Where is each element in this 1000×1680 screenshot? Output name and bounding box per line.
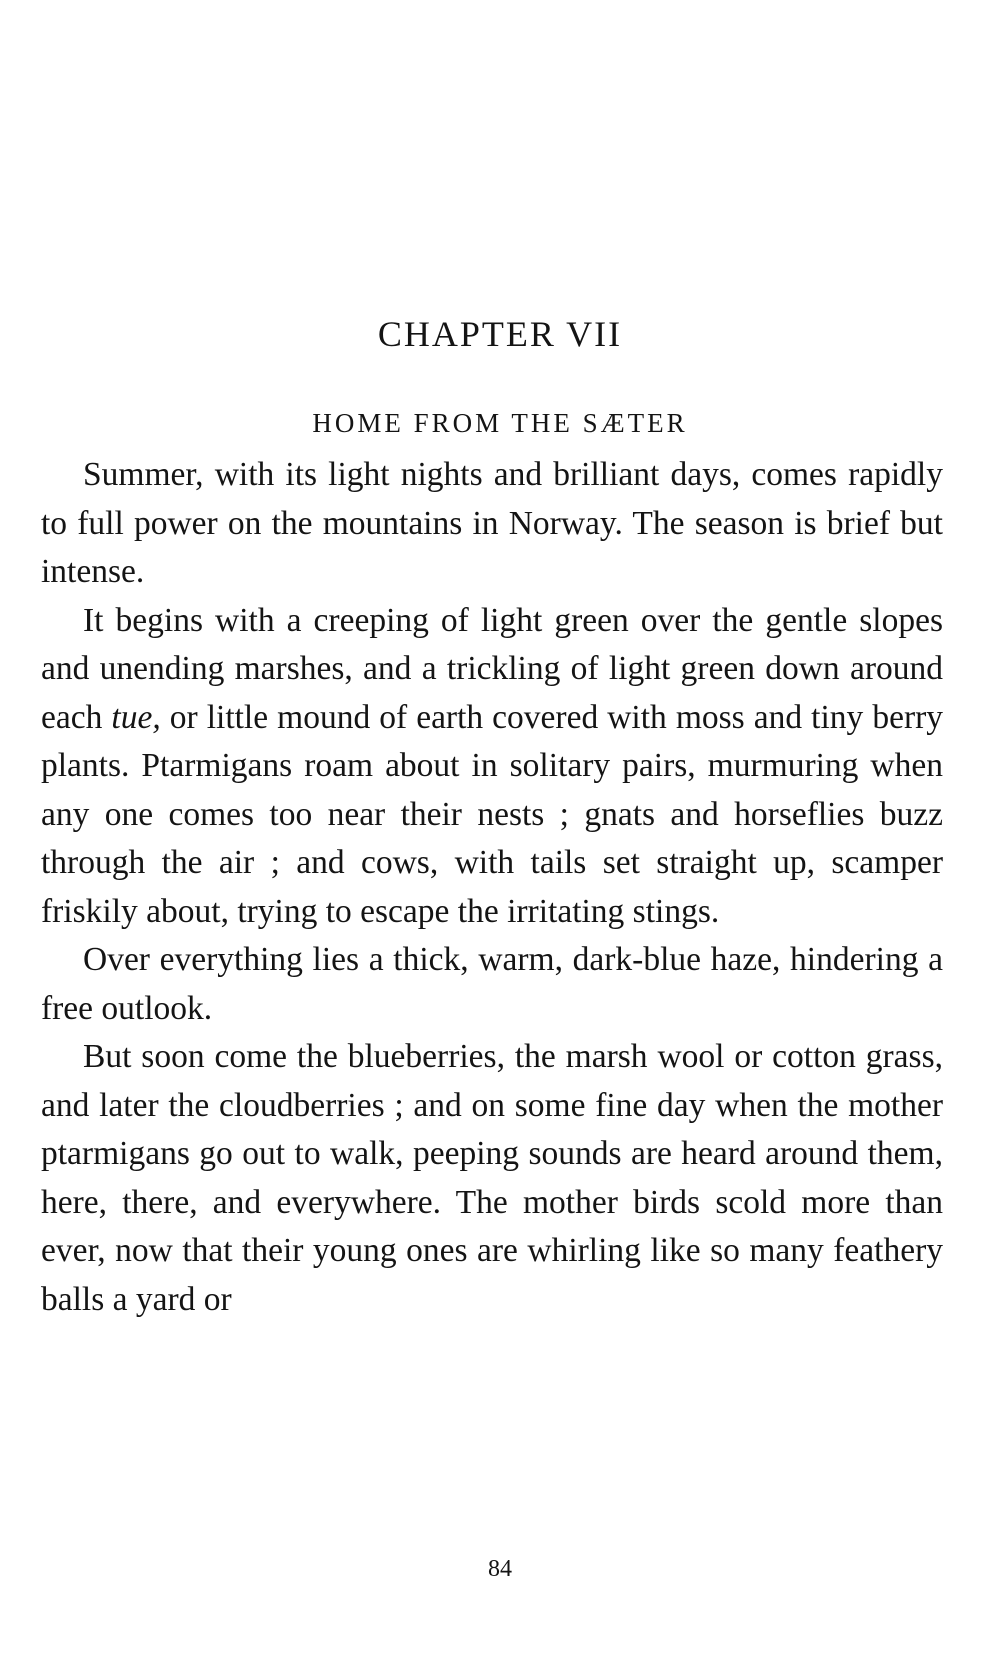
paragraph-2 bbox=[41, 597, 943, 937]
body-text bbox=[41, 451, 943, 1324]
page-number: 84 bbox=[488, 1556, 512, 1582]
paragraph-1-text: Summer, with its light nights and brilliant days, comes rapidly to full power on the mountains in Norway. The season is brief but intense. bbox=[41, 456, 943, 590]
chapter-title: CHAPTER VII bbox=[377, 314, 623, 354]
paragraph-3-text: Over everything lies a thick, warm, dark-blue haze, hindering a free outlook. bbox=[41, 941, 943, 1027]
paragraph-2-text-before: It begins with a creeping of light green over the gentle slopes and unending marshes, and a trickling of light green down around each bbox=[41, 601, 943, 736]
paragraph-3 bbox=[41, 936, 943, 1033]
paragraph-2-emphasis: tue, bbox=[111, 698, 161, 736]
paragraph-1 bbox=[41, 451, 943, 597]
paragraph-4 bbox=[41, 1033, 943, 1324]
paragraph-4-text: But soon come the blueberries, the marsh wool or cotton grass, and later the cloudberries ; and on some fine day when the mother ptarmigans go out to walk, peeping sounds are heard around them, here, there, and everywhere. The mother birds scold more than ever, now that their young ones are whirling like so many feathery balls a yard or bbox=[41, 1038, 943, 1318]
chapter-subtitle: HOME FROM THE SÆTER bbox=[312, 408, 688, 438]
paragraph-2-text-after: or little mound of earth covered with moss and tiny berry plants. Ptarmigans roam about in solitary pairs, murmuring when any one comes too near their nests ; gnats and horseflies buzz through the air ; and cows, with tails set straight up, scamper friskily about, trying to escape the irritating stings. bbox=[41, 698, 944, 930]
